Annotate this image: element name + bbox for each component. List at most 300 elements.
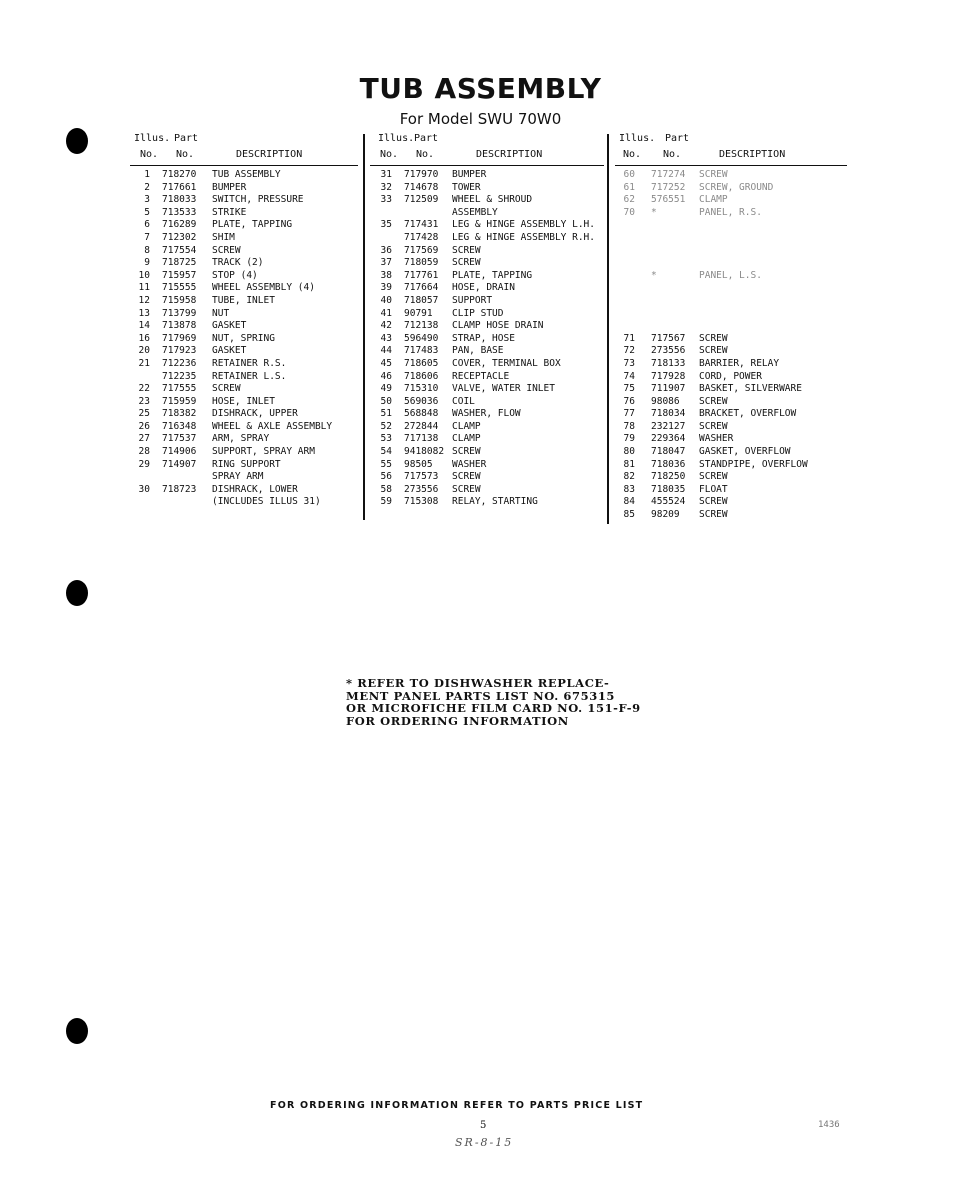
header-illus: Illus. [134, 133, 171, 144]
part-description: CLAMP [699, 194, 728, 206]
part-description: WHEEL & SHROUD [452, 194, 533, 206]
parts-row [615, 333, 847, 346]
part-description: STRIKE [212, 206, 247, 218]
part-description: LEG & HINGE ASSEMBLY L.H. [452, 219, 595, 231]
parts-row [130, 371, 358, 384]
part-number: 711907 [651, 383, 686, 395]
part-number: 718725 [162, 257, 197, 269]
part-description: SCREW [699, 395, 728, 407]
parts-row [130, 295, 358, 308]
parts-row [370, 194, 604, 207]
part-description: ARM, SPRAY [212, 433, 270, 445]
illus-number: 21 [138, 357, 150, 369]
punch-hole-middle [66, 580, 88, 606]
header-part-no: No. [416, 149, 435, 160]
part-number: 718606 [404, 370, 439, 382]
parts-row [370, 219, 604, 232]
parts-row [370, 433, 604, 446]
parts-column-3 [615, 133, 847, 522]
part-number: 717664 [404, 282, 439, 294]
part-number: 715959 [162, 395, 197, 407]
part-number: 715308 [404, 496, 439, 508]
parts-row [615, 383, 847, 396]
column-header [130, 133, 358, 166]
part-description: RETAINER L.S. [212, 370, 287, 382]
parts-row [370, 308, 604, 321]
parts-row [615, 496, 847, 509]
part-description: SCREW [452, 446, 481, 458]
code-number: 1436 [818, 1120, 840, 1130]
parts-row [130, 358, 358, 371]
part-number: 716348 [162, 420, 197, 432]
part-number: 717923 [162, 345, 197, 357]
part-number: 715555 [162, 282, 197, 294]
parts-row [370, 282, 604, 295]
part-description: SUPPORT [452, 294, 493, 306]
part-number: 714678 [404, 181, 439, 193]
illus-number: 83 [623, 483, 635, 495]
illus-number: 40 [380, 294, 392, 306]
part-description: RECEPTACLE [452, 370, 510, 382]
illus-number: 36 [380, 244, 392, 256]
part-number: 717573 [404, 471, 439, 483]
part-description: RELAY, STARTING [452, 496, 538, 508]
part-number: 717661 [162, 181, 197, 193]
parts-row [615, 232, 847, 245]
part-description: RING SUPPORT [212, 458, 281, 470]
illus-number: 25 [138, 408, 150, 420]
part-number: 713878 [162, 320, 197, 332]
illus-number: 74 [623, 370, 635, 382]
part-number: 712509 [404, 194, 439, 206]
part-number: 718382 [162, 408, 197, 420]
parts-row [130, 182, 358, 195]
parts-row [130, 169, 358, 182]
illus-number: 51 [380, 408, 392, 420]
parts-row [615, 282, 847, 295]
illus-number: 2 [144, 181, 150, 193]
part-number: 715958 [162, 294, 197, 306]
illus-number: 35 [380, 219, 392, 231]
part-description: SCREW [699, 332, 728, 344]
illus-number: 54 [380, 446, 392, 458]
part-number: 717567 [651, 332, 686, 344]
illus-number: 29 [138, 458, 150, 470]
illus-number: 27 [138, 433, 150, 445]
header-illus-no: No. [140, 149, 159, 160]
header-part: Part [665, 133, 690, 144]
part-description: NUT, SPRING [212, 332, 275, 344]
illus-number: 50 [380, 395, 392, 407]
parts-row [615, 194, 847, 207]
note-line: OR MICROFICHE FILM CARD NO. 151-F-9 [346, 701, 641, 715]
part-description: SWITCH, PRESSURE [212, 194, 304, 206]
parts-row [615, 484, 847, 497]
part-description: WASHER, FLOW [452, 408, 521, 420]
part-number: 712235 [162, 370, 197, 382]
parts-row [615, 308, 847, 321]
part-description: BRACKET, OVERFLOW [699, 408, 797, 420]
part-description: WASHER [699, 433, 734, 445]
part-number: 718059 [404, 257, 439, 269]
illus-number: 3 [144, 194, 150, 206]
illus-number: 82 [623, 471, 635, 483]
parts-row [370, 459, 604, 472]
parts-row [370, 358, 604, 371]
part-description: HOSE, DRAIN [452, 282, 515, 294]
parts-row [370, 333, 604, 346]
part-description: COVER, TERMINAL BOX [452, 357, 561, 369]
parts-row [130, 308, 358, 321]
parts-row [370, 421, 604, 434]
part-description: PLATE, TAPPING [452, 269, 533, 281]
parts-row [130, 421, 358, 434]
parts-row [370, 257, 604, 270]
part-description: RETAINER R.S. [212, 357, 287, 369]
illus-number: 56 [380, 471, 392, 483]
illus-number: 9 [144, 257, 150, 269]
part-description: SCREW, GROUND [699, 181, 774, 193]
parts-row [130, 408, 358, 421]
parts-row [130, 270, 358, 283]
part-description: TUBE, INLET [212, 294, 275, 306]
part-number: 718035 [651, 483, 686, 495]
header-illus-no: No. [380, 149, 399, 160]
parts-row [370, 383, 604, 396]
parts-rows [615, 169, 847, 522]
illus-number: 61 [623, 181, 635, 193]
part-number: 229364 [651, 433, 686, 445]
parts-row [370, 471, 604, 484]
part-description: HOSE, INLET [212, 395, 275, 407]
punch-hole-bottom [66, 1018, 88, 1044]
part-description: CLAMP HOSE DRAIN [452, 320, 544, 332]
illus-number: 22 [138, 383, 150, 395]
part-number: 273556 [651, 345, 686, 357]
header-illus: Illus. [619, 133, 656, 144]
parts-row [370, 408, 604, 421]
parts-row [615, 446, 847, 459]
part-number: 718036 [651, 458, 686, 470]
parts-row [370, 396, 604, 409]
part-number: 718723 [162, 483, 197, 495]
ordering-footer: FOR ORDERING INFORMATION REFER TO PARTS PRICE LIST [270, 1100, 644, 1111]
illus-number: 14 [138, 320, 150, 332]
illus-number: 53 [380, 433, 392, 445]
part-number: 717554 [162, 244, 197, 256]
part-number: 568848 [404, 408, 439, 420]
parts-row [130, 459, 358, 472]
part-number: 713799 [162, 307, 197, 319]
header-part-no: No. [176, 149, 195, 160]
parts-row [615, 270, 847, 283]
illus-number: 33 [380, 194, 392, 206]
part-description: (INCLUDES ILLUS 31) [212, 496, 321, 508]
column-divider-1 [363, 134, 365, 520]
part-description: NUT [212, 307, 230, 319]
illus-number: 10 [138, 269, 150, 281]
parts-row [615, 396, 847, 409]
column-divider-2 [607, 134, 609, 524]
part-description: SCREW [212, 383, 241, 395]
part-description: DISHRACK, UPPER [212, 408, 298, 420]
parts-row [370, 345, 604, 358]
part-description: PANEL, R.S. [699, 206, 762, 218]
part-number: 455524 [651, 496, 686, 508]
parts-row [130, 396, 358, 409]
part-description: SCREW [452, 244, 481, 256]
parts-row [130, 433, 358, 446]
illus-number: 70 [623, 206, 635, 218]
part-number: 712236 [162, 357, 197, 369]
part-description: FLOAT [699, 483, 728, 495]
parts-row [615, 219, 847, 232]
part-description: GASKET, OVERFLOW [699, 446, 791, 458]
parts-row [130, 207, 358, 220]
part-description: SCREW [452, 471, 481, 483]
note-line: MENT PANEL PARTS LIST NO. 675315 [346, 688, 616, 703]
illus-number: 46 [380, 370, 392, 382]
part-description: DISHRACK, LOWER [212, 483, 298, 495]
parts-row [370, 371, 604, 384]
parts-row [615, 169, 847, 182]
illus-number: 72 [623, 345, 635, 357]
illus-number: 58 [380, 483, 392, 495]
parts-column-1 [130, 133, 358, 509]
illus-number: 28 [138, 446, 150, 458]
part-description: BUMPER [212, 181, 247, 193]
part-description: SCREW [699, 420, 728, 432]
part-number: 717428 [404, 231, 439, 243]
part-number: 717555 [162, 383, 197, 395]
parts-row [130, 245, 358, 258]
note-line: * REFER TO DISHWASHER REPLACE- [346, 676, 610, 690]
parts-rows [130, 169, 358, 509]
parts-row [615, 433, 847, 446]
part-number: 717761 [404, 269, 439, 281]
part-number: 714907 [162, 458, 197, 470]
parts-row [370, 232, 604, 245]
header-description: DESCRIPTION [236, 149, 303, 160]
part-description: WASHER [452, 458, 487, 470]
parts-row [130, 219, 358, 232]
parts-row [370, 245, 604, 258]
illus-number: 26 [138, 420, 150, 432]
part-number: 717928 [651, 370, 686, 382]
part-description: TOWER [452, 181, 481, 193]
part-description: PAN, BASE [452, 345, 504, 357]
parts-row [615, 182, 847, 195]
illus-number: 30 [138, 483, 150, 495]
illus-number: 73 [623, 357, 635, 369]
illus-number: 6 [144, 219, 150, 231]
part-description: SHIM [212, 231, 235, 243]
parts-row [370, 182, 604, 195]
part-number: * [651, 269, 657, 281]
part-description: STOP (4) [212, 269, 258, 281]
part-number: 718047 [651, 446, 686, 458]
part-number: 718270 [162, 169, 197, 180]
parts-row [130, 282, 358, 295]
illus-number: 11 [138, 282, 150, 294]
part-description: CORD, POWER [699, 370, 762, 382]
part-description: SCREW [699, 471, 728, 483]
part-description: COIL [452, 395, 475, 407]
part-description: CLAMP [452, 433, 481, 445]
parts-row [615, 509, 847, 522]
illus-number: 52 [380, 420, 392, 432]
parts-row [615, 320, 847, 333]
illus-number: 55 [380, 458, 392, 470]
part-description: SCREW [699, 509, 728, 521]
illus-number: 78 [623, 420, 635, 432]
parts-row [130, 446, 358, 459]
illus-number: 31 [380, 169, 392, 180]
illus-number: 38 [380, 269, 392, 281]
parts-rows [370, 169, 604, 509]
illus-number: 16 [138, 332, 150, 344]
parts-row [370, 207, 604, 220]
part-number: 9418082 [404, 446, 445, 458]
illus-number: 60 [623, 169, 635, 180]
page-subtitle: For Model SWU 70W0 [399, 110, 562, 128]
parts-row [615, 207, 847, 220]
part-description: VALVE, WATER INLET [452, 383, 555, 395]
part-number: 98505 [404, 458, 433, 470]
part-number: 715310 [404, 383, 439, 395]
part-description: ASSEMBLY [452, 206, 498, 218]
part-number: 596490 [404, 332, 439, 344]
part-number: 718133 [651, 357, 686, 369]
illus-number: 79 [623, 433, 635, 445]
header-part-no: No. [663, 149, 682, 160]
illus-number: 77 [623, 408, 635, 420]
part-number: 273556 [404, 483, 439, 495]
parts-row [370, 270, 604, 283]
parts-row [370, 446, 604, 459]
part-description: GASKET [212, 345, 247, 357]
header-illus: Illus. [378, 133, 415, 144]
illus-number: 1 [144, 169, 150, 180]
parts-row [370, 484, 604, 497]
part-description: WHEEL & AXLE ASSEMBLY [212, 420, 333, 432]
parts-row [615, 459, 847, 472]
part-description: PANEL, L.S. [699, 269, 762, 281]
illus-number: 80 [623, 446, 635, 458]
part-description: PLATE, TAPPING [212, 219, 293, 231]
illus-number: 8 [144, 244, 150, 256]
part-description: WHEEL ASSEMBLY (4) [212, 282, 315, 294]
header-part: Part [174, 133, 199, 144]
part-number: 716289 [162, 219, 197, 231]
parts-row [130, 320, 358, 333]
part-number: 718250 [651, 471, 686, 483]
parts-column-2 [370, 133, 604, 509]
parts-row [615, 245, 847, 258]
part-number: 717569 [404, 244, 439, 256]
part-description: BASKET, SILVERWARE [699, 383, 802, 395]
header-part: Part [414, 133, 439, 144]
parts-row [370, 295, 604, 308]
part-description: LEG & HINGE ASSEMBLY R.H. [452, 231, 595, 243]
parts-row [370, 496, 604, 509]
part-description: GASKET [212, 320, 247, 332]
part-description: SCREW [452, 257, 481, 269]
page-number: 5 [480, 1120, 487, 1131]
part-number: 718057 [404, 294, 439, 306]
illus-number: 81 [623, 458, 635, 470]
illus-number: 71 [623, 332, 635, 344]
illus-number: 37 [380, 257, 392, 269]
column-header [615, 133, 847, 166]
part-number: 90791 [404, 307, 433, 319]
part-number: 712302 [162, 231, 197, 243]
handwritten-mark: SR-8-15 [455, 1136, 514, 1149]
part-number: 717970 [404, 169, 439, 180]
illus-number: 85 [623, 509, 635, 521]
replacement-panel-note [346, 677, 641, 727]
parts-row [130, 383, 358, 396]
part-number: 718605 [404, 357, 439, 369]
illus-number: 23 [138, 395, 150, 407]
illus-number: 32 [380, 181, 392, 193]
part-description: SCREW [699, 169, 728, 180]
illus-number: 62 [623, 194, 635, 206]
part-number: 718033 [162, 194, 197, 206]
part-description: SCREW [699, 496, 728, 508]
illus-number: 12 [138, 294, 150, 306]
part-description: CLIP STUD [452, 307, 504, 319]
illus-number: 42 [380, 320, 392, 332]
illus-number: 49 [380, 383, 392, 395]
part-number: 717274 [651, 169, 686, 180]
part-description: STANDPIPE, OVERFLOW [699, 458, 808, 470]
part-description: BUMPER [452, 169, 487, 180]
parts-row [615, 295, 847, 308]
parts-row [615, 358, 847, 371]
part-number: 717431 [404, 219, 439, 231]
illus-number: 13 [138, 307, 150, 319]
parts-row [615, 408, 847, 421]
punch-hole-top [66, 128, 88, 154]
part-number: 717537 [162, 433, 197, 445]
illus-number: 84 [623, 496, 635, 508]
parts-row [370, 169, 604, 182]
illus-number: 20 [138, 345, 150, 357]
part-description: SPRAY ARM [212, 471, 264, 483]
illus-number: 43 [380, 332, 392, 344]
part-number: 98086 [651, 395, 680, 407]
illus-number: 7 [144, 231, 150, 243]
illus-number: 5 [144, 206, 150, 218]
part-number: 717138 [404, 433, 439, 445]
parts-row [130, 471, 358, 484]
part-description: STRAP, HOSE [452, 332, 515, 344]
part-number: 713533 [162, 206, 197, 218]
part-number: 714906 [162, 446, 197, 458]
column-header [370, 133, 604, 166]
parts-row [615, 257, 847, 270]
parts-row [130, 496, 358, 509]
parts-row [130, 194, 358, 207]
part-number: 717969 [162, 332, 197, 344]
parts-row [615, 345, 847, 358]
page-title: TUB ASSEMBLY [359, 72, 602, 105]
part-description: SCREW [452, 483, 481, 495]
part-number: 576551 [651, 194, 686, 206]
parts-row [130, 345, 358, 358]
illus-number: 39 [380, 282, 392, 294]
